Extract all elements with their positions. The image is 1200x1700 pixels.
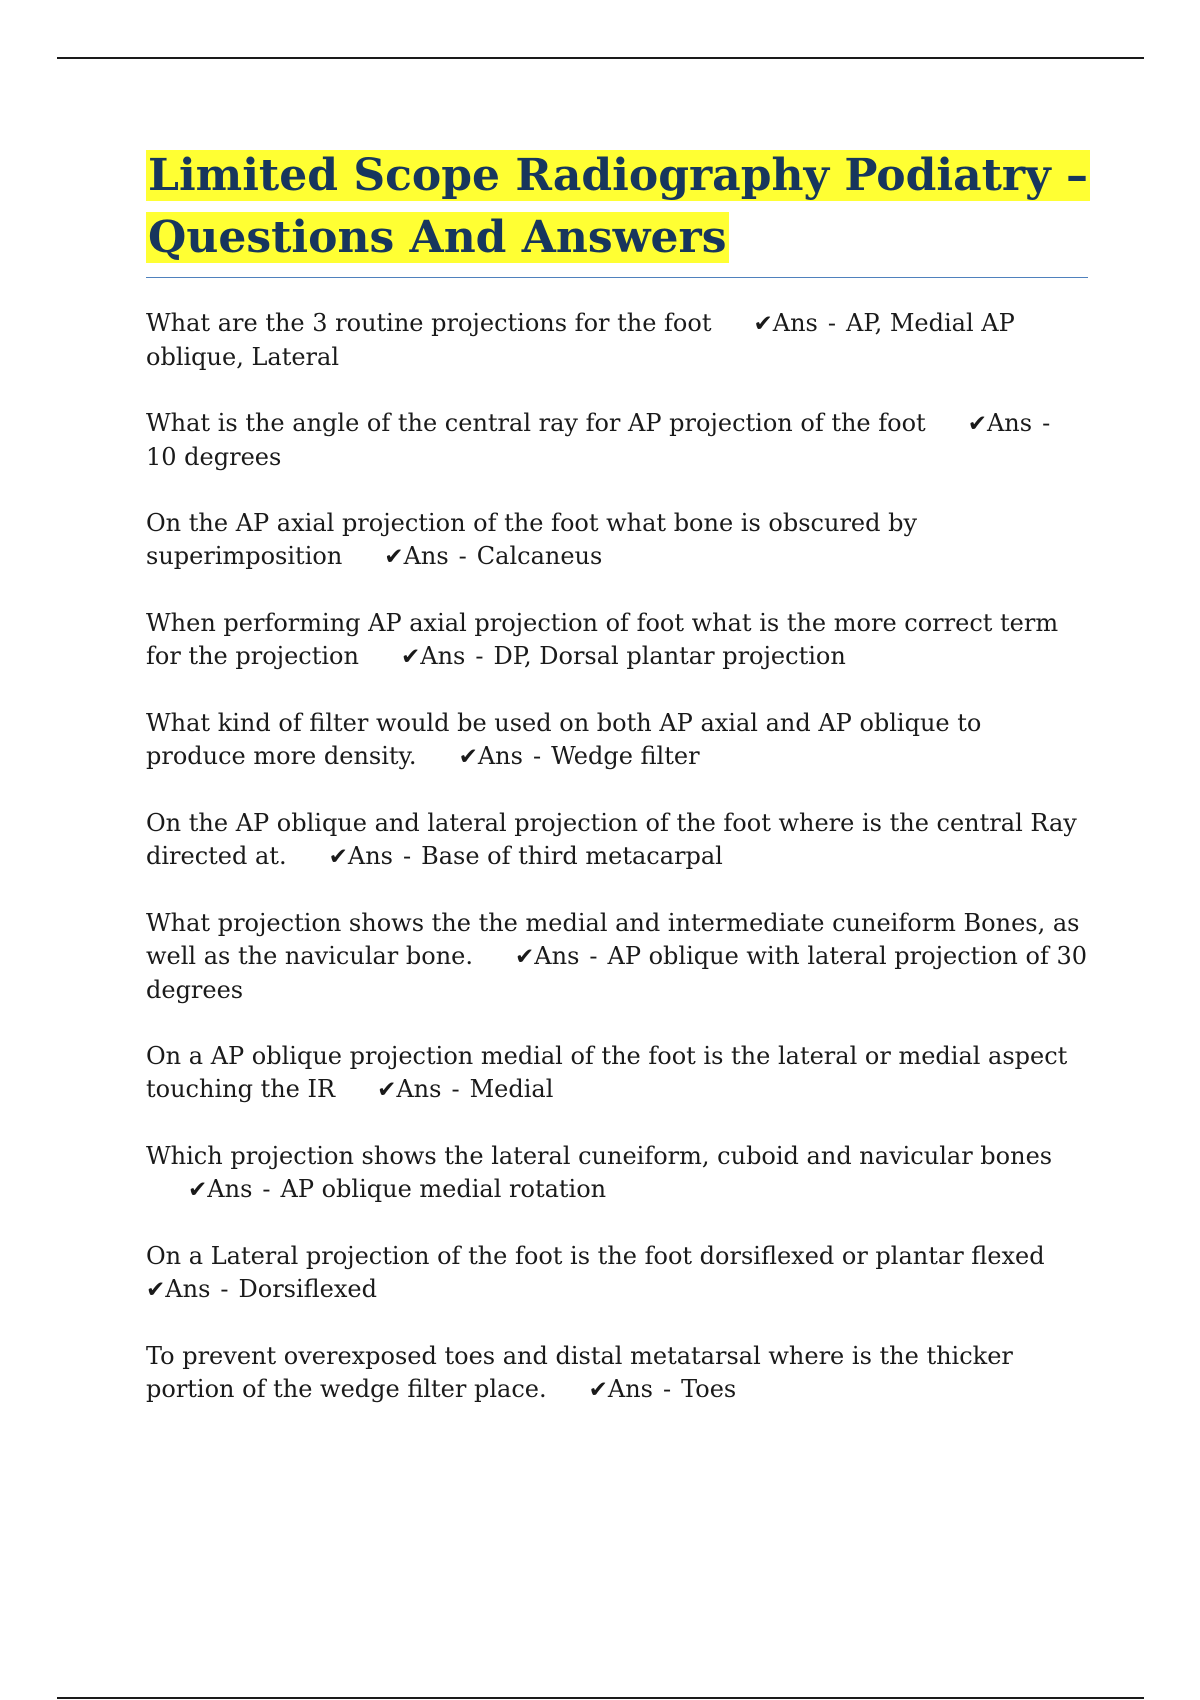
checkmark-icon: ✔	[515, 944, 535, 970]
question-text: What kind of filter would be used on both AP axial and AP oblique to produce more density.	[146, 709, 982, 770]
question-text: Which projection shows the lateral cuneiform, cuboid and navicular bones	[146, 1142, 1053, 1170]
document-body	[146, 145, 1088, 1440]
title-block	[146, 145, 1088, 278]
question-text: On a Lateral projection of the foot is the foot dorsiflexed or plantar flexed	[146, 1242, 1045, 1270]
answer-label: Ans	[772, 309, 818, 337]
checkmark-icon: ✔	[967, 411, 987, 437]
question-text: What projection shows the the medial and intermediate cuneiform Bones, as well as the navicular bone.	[146, 909, 1080, 970]
answer-label: Ans	[165, 1275, 211, 1303]
answer-separator: -	[458, 542, 467, 570]
qa-item	[146, 407, 1088, 474]
question-text: To prevent overexposed toes and distal metatarsal where is the thicker portion of the wedge filter place.	[146, 1342, 1013, 1403]
bottom-rule	[57, 1697, 1144, 1699]
qa-item	[146, 907, 1088, 1007]
answer-label: Ans	[403, 542, 449, 570]
checkmark-icon: ✔	[588, 1377, 608, 1403]
answer-label: Ans	[986, 409, 1033, 437]
answer-separator: -	[220, 1275, 229, 1303]
qa-list	[146, 307, 1088, 1407]
qa-item	[146, 1040, 1088, 1107]
checkmark-icon: ✔	[328, 844, 348, 870]
answer-separator: -	[662, 1375, 672, 1403]
answer-text: Wedge filter	[551, 742, 700, 770]
answer-label: Ans	[420, 642, 466, 670]
answer-text: Dorsiflexed	[238, 1275, 377, 1303]
answer-text: Toes	[681, 1375, 737, 1403]
answer-label: Ans	[534, 942, 580, 970]
qa-item	[146, 507, 1088, 574]
document-title	[146, 145, 1088, 269]
answer-text: AP oblique with lateral projection of 30 degrees	[146, 942, 1088, 1004]
qa-item	[146, 1240, 1088, 1307]
answer-text: DP, Dorsal plantar projection	[493, 642, 846, 670]
checkmark-icon: ✔	[753, 311, 773, 337]
qa-item	[146, 807, 1088, 874]
answer-label: Ans	[347, 842, 393, 870]
checkmark-icon: ✔	[188, 1177, 208, 1203]
top-rule	[57, 57, 1144, 59]
answer-text: AP oblique medial rotation	[280, 1175, 607, 1203]
answer-text: AP, Medial AP oblique, Lateral	[146, 309, 1015, 371]
answer-text: 10 degrees	[146, 443, 282, 471]
checkmark-icon: ✔	[377, 1077, 397, 1103]
title-highlight: Limited Scope Radiography Podiatry – Questions And Answers	[148, 150, 1088, 263]
qa-item	[146, 307, 1088, 374]
answer-separator: -	[262, 1175, 271, 1203]
qa-item	[146, 607, 1088, 674]
question-text: On a AP oblique projection medial of the foot is the lateral or medial aspect touching the IR	[146, 1042, 1068, 1103]
qa-item	[146, 1340, 1088, 1407]
answer-label: Ans	[477, 742, 523, 770]
checkmark-icon: ✔	[458, 744, 478, 770]
question-text: When performing AP axial projection of foot what is the more correct term for the projection	[146, 609, 1059, 670]
qa-item	[146, 707, 1088, 774]
question-text: What is the angle of the central ray for AP projection of the foot	[146, 409, 926, 437]
answer-label: Ans	[396, 1075, 442, 1103]
answer-separator: -	[827, 309, 836, 337]
answer-label: Ans	[607, 1375, 653, 1403]
answer-separator: -	[1042, 409, 1051, 437]
question-text: On the AP oblique and lateral projection of the foot where is the central Ray directed at.	[146, 809, 1077, 870]
answer-separator: -	[532, 742, 542, 770]
checkmark-icon: ✔	[384, 544, 404, 570]
answer-label: Ans	[207, 1175, 253, 1203]
question-text: On the AP axial projection of the foot what bone is obscured by superimposition	[146, 509, 918, 570]
qa-item	[146, 1140, 1088, 1207]
answer-text: Medial	[469, 1075, 554, 1103]
answer-separator: -	[589, 942, 598, 970]
answer-text: Base of third metacarpal	[421, 842, 723, 870]
checkmark-icon: ✔	[146, 1277, 166, 1303]
answer-separator: -	[475, 642, 484, 670]
answer-separator: -	[451, 1075, 460, 1103]
answer-text: Calcaneus	[476, 542, 603, 570]
checkmark-icon: ✔	[400, 644, 421, 670]
question-text: What are the 3 routine projections for the foot	[146, 309, 712, 337]
answer-separator: -	[402, 842, 412, 870]
